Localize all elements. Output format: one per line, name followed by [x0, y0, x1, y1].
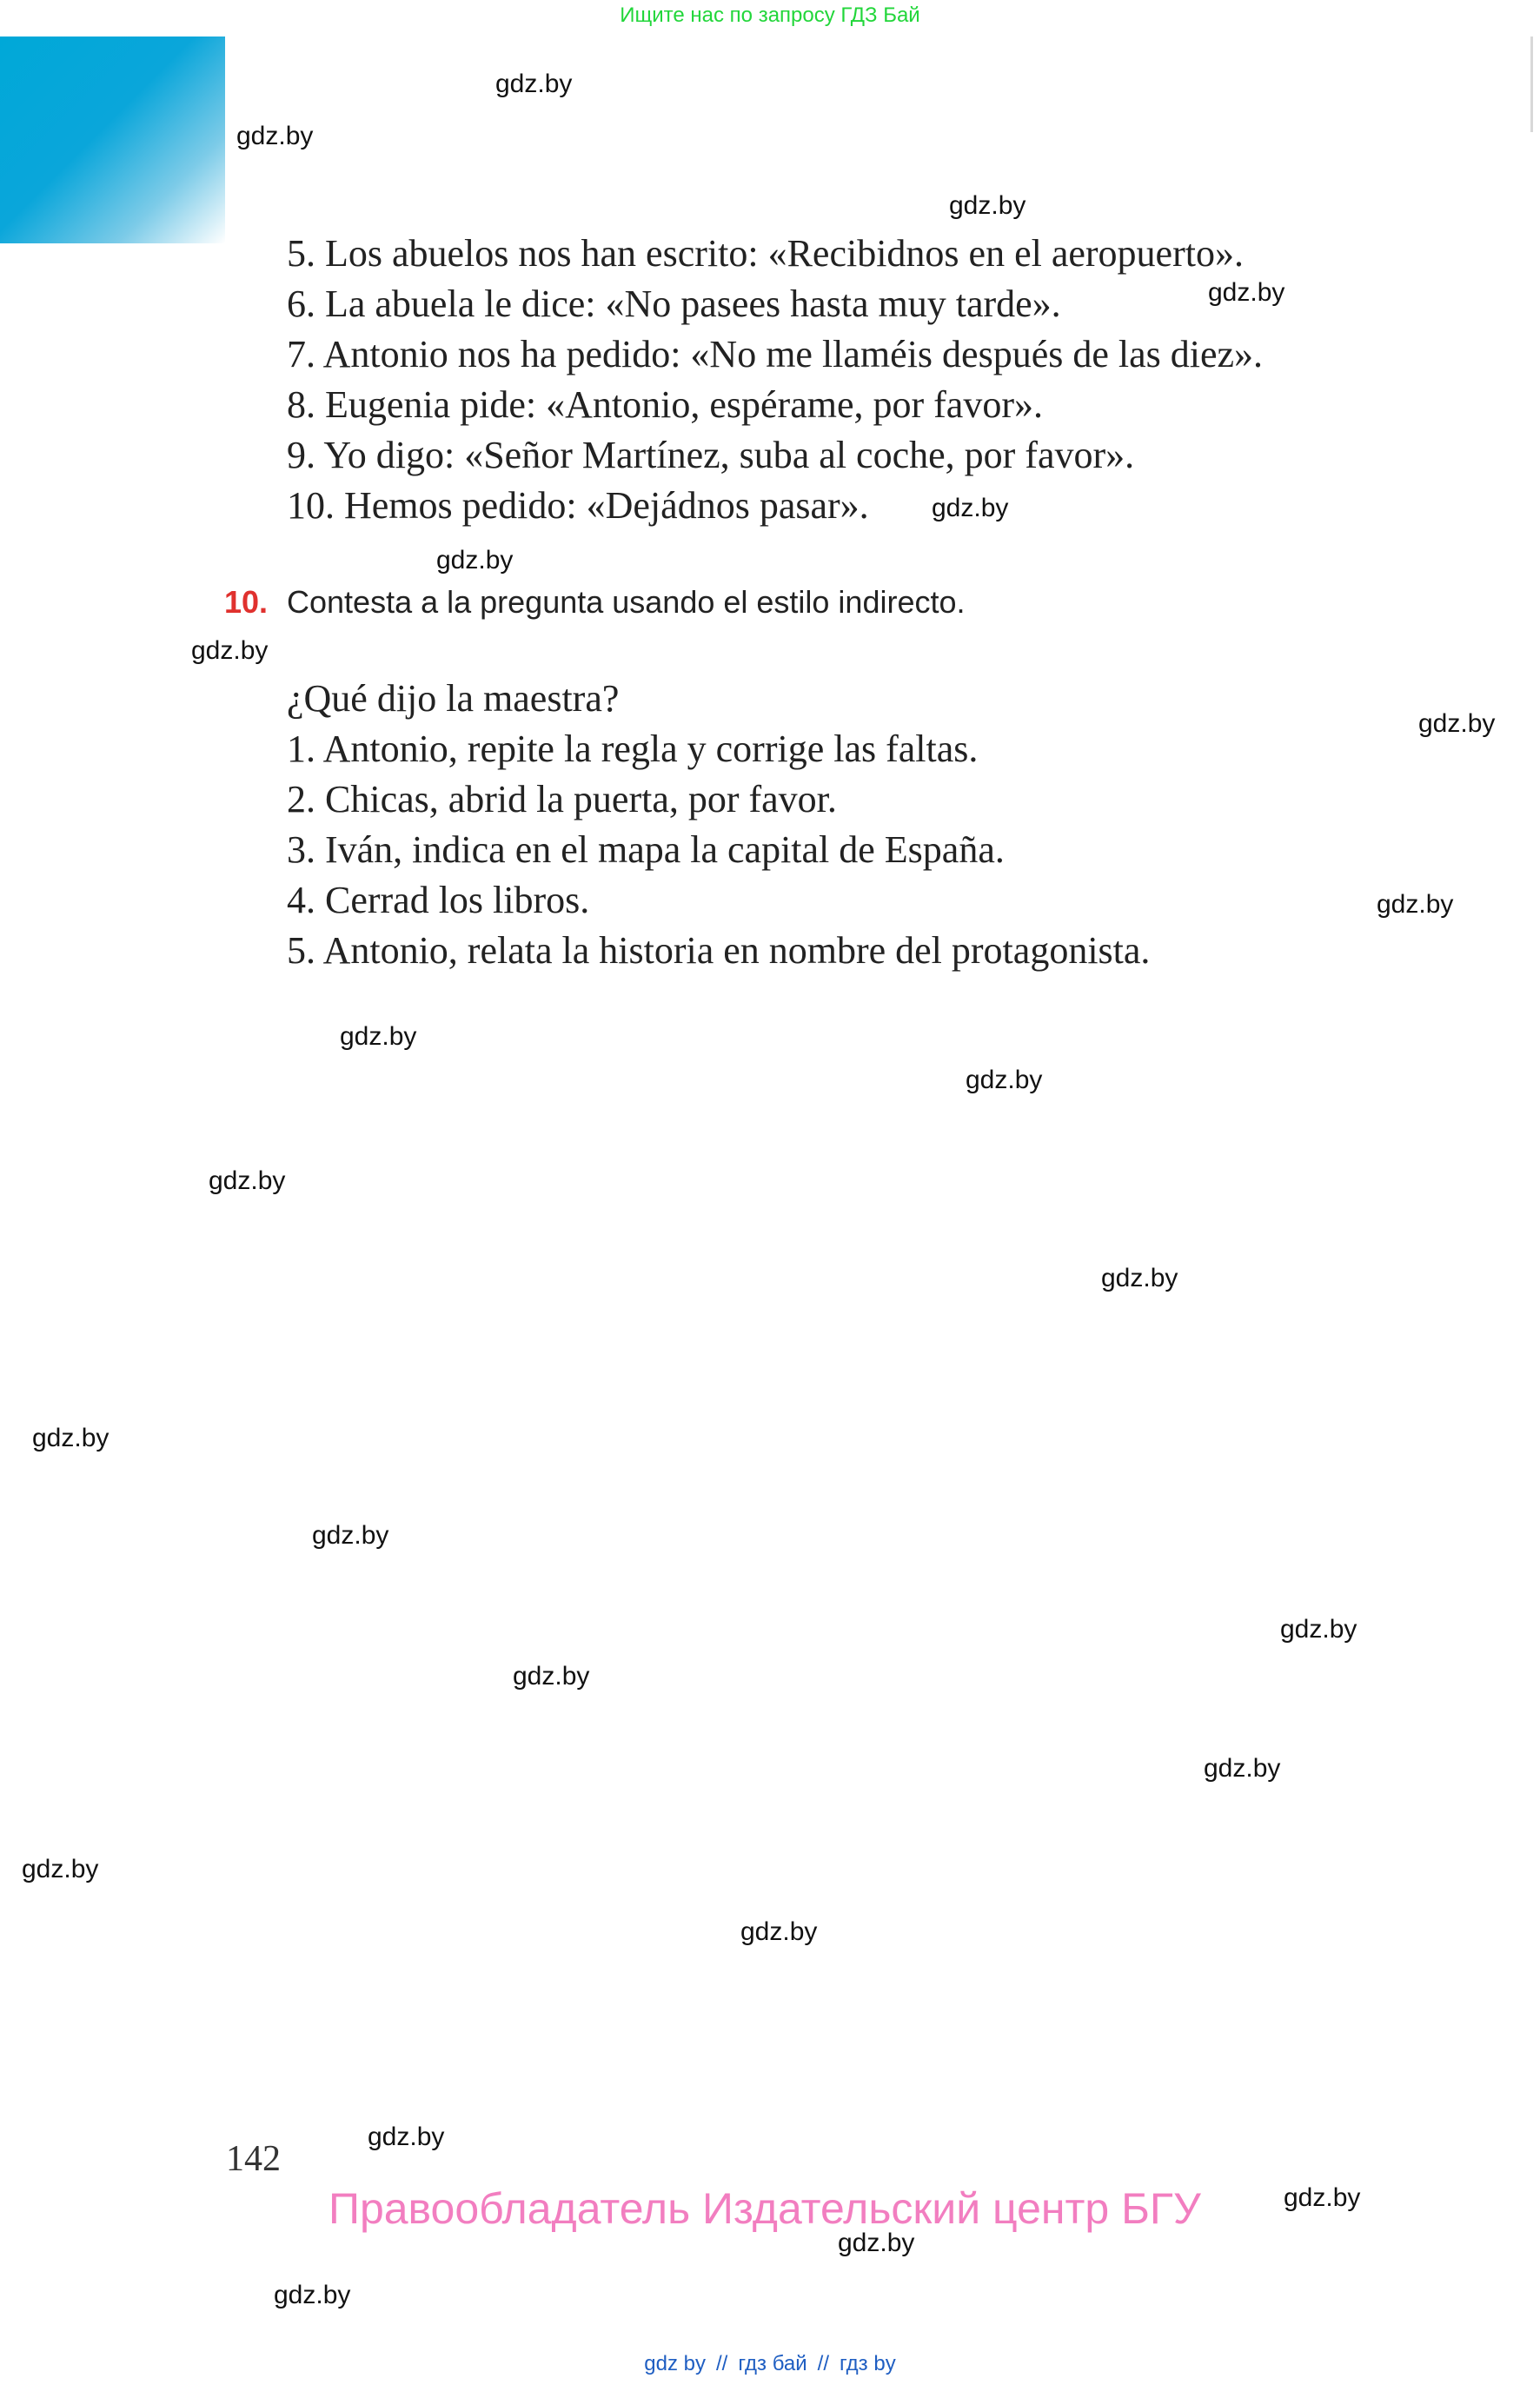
watermark: gdz.by — [312, 1521, 389, 1550]
watermark: gdz.by — [1204, 1754, 1281, 1783]
watermark: gdz.by — [32, 1424, 110, 1452]
page-number: 142 — [226, 2139, 281, 2179]
watermark: gdz.by — [1101, 1264, 1178, 1292]
watermark: gdz.by — [740, 1917, 818, 1946]
watermark: gdz.by — [1418, 709, 1496, 738]
list-item: 6. La abuela le dice: «No pasees hasta muy tarde». — [287, 282, 1061, 325]
exercise-item: 2. Chicas, abrid la puerta, por favor. — [287, 778, 837, 820]
watermark: gdz.by — [1208, 278, 1285, 307]
watermark: gdz.by — [236, 122, 314, 150]
footer-separator: // — [817, 2352, 829, 2375]
list-item: 8. Eugenia pide: «Antonio, espérame, por favor». — [287, 383, 1043, 426]
watermark: gdz.by — [513, 1662, 590, 1691]
list-item: 7. Antonio nos ha pedido: «No me llaméis después de las diez». — [287, 333, 1264, 375]
exercise-item: 5. Antonio, relata la historia en nombre del protagonista. — [287, 929, 1151, 972]
watermark: gdz.by — [191, 636, 269, 665]
watermark: gdz.by — [1280, 1615, 1357, 1644]
corner-color-block — [0, 37, 225, 243]
exercise-item: 3. Iván, indica en el mapa la capital de España. — [287, 828, 1005, 871]
watermark: gdz.by — [966, 1066, 1043, 1094]
watermark: gdz.by — [209, 1166, 286, 1195]
watermark: gdz.by — [495, 70, 573, 98]
footer-link-gdz-by-cyr[interactable]: гдз by — [840, 2352, 896, 2375]
list-item: 10. Hemos pedido: «Dejádnos pasar». — [287, 484, 869, 527]
footer-separator: // — [716, 2352, 728, 2375]
watermark: gdz.by — [436, 546, 514, 575]
watermark: gdz.by — [838, 2229, 915, 2257]
watermark: gdz.by — [932, 494, 1009, 522]
exercise-number: 10. — [224, 584, 269, 620]
watermark: gdz.by — [368, 2123, 445, 2151]
edge-divider — [1530, 37, 1533, 132]
watermark: gdz.by — [340, 1022, 417, 1051]
list-item: 5. Los abuelos nos han escrito: «Recibidnos en el aeropuerto». — [287, 232, 1244, 275]
exercise-instruction: Contesta a la pregunta usando el estilo indirecto. — [287, 584, 966, 620]
footer-links — [0, 2352, 1540, 2376]
search-banner: Ищите нас по запросу ГДЗ Бай — [620, 3, 920, 27]
rights-holder: Правообладатель Издательский центр БГУ — [329, 2184, 1201, 2233]
list-item: 9. Yo digo: «Señor Martínez, suba al coche, por favor». — [287, 434, 1135, 476]
watermark: gdz.by — [1377, 890, 1454, 919]
footer-link-gdz-bay[interactable]: гдз бай — [738, 2352, 807, 2375]
watermark: gdz.by — [1284, 2183, 1361, 2212]
watermark: gdz.by — [949, 191, 1026, 220]
watermark: gdz.by — [274, 2281, 351, 2309]
watermark: gdz.by — [22, 1855, 99, 1883]
exercise-item: 4. Cerrad los libros. — [287, 879, 590, 921]
footer-link-gdz-by[interactable]: gdz by — [644, 2352, 706, 2375]
exercise-item: 1. Antonio, repite la regla y corrige las faltas. — [287, 727, 979, 770]
exercise-question: ¿Qué dijo la maestra? — [287, 677, 620, 720]
